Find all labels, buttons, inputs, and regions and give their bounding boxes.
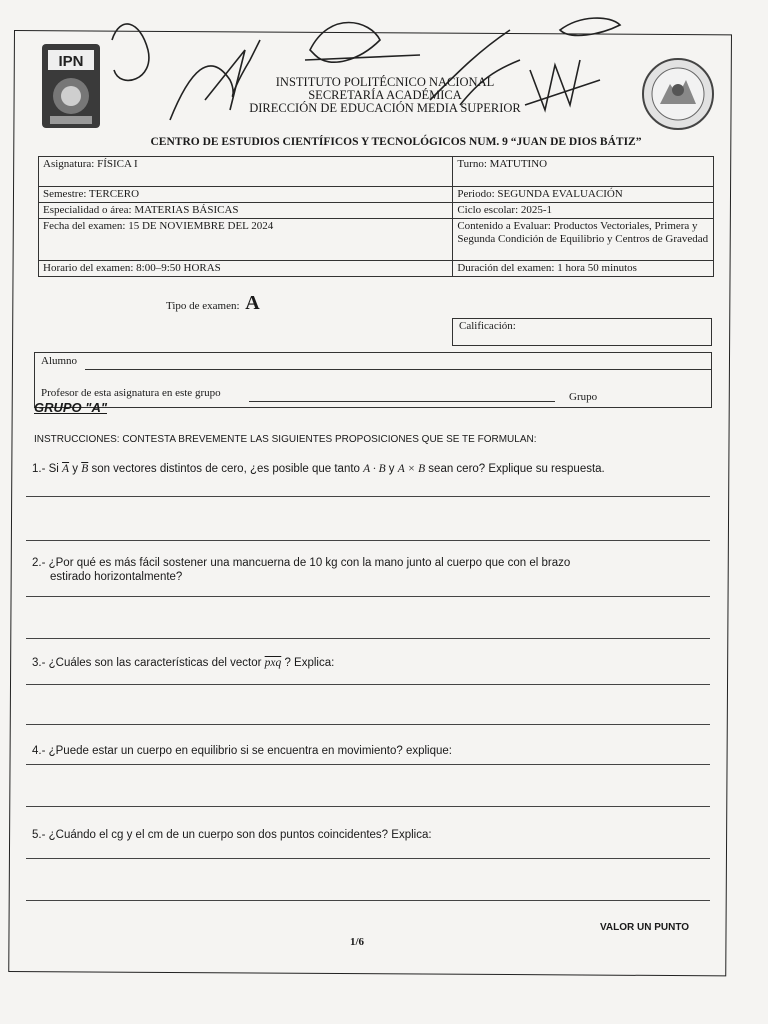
- tipo-label: Tipo de examen:: [166, 300, 240, 312]
- duracion-cell: Duración del examen: 1 hora 50 minutos: [453, 261, 714, 277]
- institution-header: [240, 76, 530, 115]
- page-number: 1/6: [350, 936, 365, 948]
- answer-line-1b[interactable]: [26, 540, 710, 541]
- fecha-cell: Fecha del examen: 15 DE NOVIEMBRE DEL 2024: [39, 219, 453, 261]
- vector-b: $\overline{B}$: [81, 463, 89, 475]
- header-line-2: SECRETARÍA ACADÉMICA: [308, 88, 462, 102]
- question-1: [32, 462, 692, 476]
- q3-text-post: ? Explica:: [281, 657, 335, 669]
- semestre-cell: Semestre: TERCERO: [39, 187, 453, 203]
- grupo-title: GRUPO "A": [34, 400, 107, 415]
- question-2: [32, 556, 692, 584]
- contenido-cell: Contenido a Evaluar: Productos Vectoriales, Primera y Segunda Condición de Equilibrio y Centros de Gravedad: [453, 219, 714, 261]
- vector-pxq: $\overline{pxq}$: [264, 657, 282, 669]
- q1-text-pre: 1.- Si: [32, 463, 63, 475]
- alumno-label: Alumno: [41, 355, 78, 367]
- profesor-line[interactable]: [249, 401, 555, 402]
- vector-a: $\overline{A}$: [62, 463, 70, 475]
- asignatura-cell: Asignatura: FÍSICA I: [39, 157, 453, 187]
- school-name: CENTRO DE ESTUDIOS CIENTÍFICOS Y TECNOLÓGICOS NUM. 9 “JUAN DE DIOS BÁTIZ”: [150, 136, 642, 148]
- answer-line-1a[interactable]: [26, 496, 710, 497]
- answer-line-2b[interactable]: [26, 638, 710, 639]
- point-value: VALOR UN PUNTO: [600, 922, 690, 933]
- student-box: [34, 352, 712, 408]
- instructions: INSTRUCCIONES: CONTESTA BREVEMENTE LAS SIGUIENTES PROPOSICIONES QUE SE TE FORMULAN:: [34, 434, 537, 445]
- exam-info-table: [38, 156, 714, 277]
- ciclo-cell: Ciclo escolar: 2025-1: [453, 203, 714, 219]
- alumno-line[interactable]: [85, 369, 711, 370]
- q1-text-y2: y: [385, 463, 398, 475]
- q2-line-1: 2.- ¿Por qué es más fácil sostener una mancuerna de 10 kg con la mano junto al cuerpo que con el brazo: [32, 557, 571, 569]
- answer-line-5a[interactable]: [26, 858, 710, 859]
- question-3: [32, 656, 692, 670]
- ipn-logo: [40, 42, 102, 130]
- answer-line-5b[interactable]: [26, 900, 710, 901]
- turno-cell: Turno: MATUTINO: [453, 157, 714, 187]
- dot-product: A · B: [363, 463, 386, 475]
- q1-text-y: y: [69, 463, 82, 475]
- calificacion-box[interactable]: [452, 318, 712, 346]
- question-4: 4.- ¿Puede estar un cuerpo en equilibrio si se encuentra en movimiento? explique:: [32, 745, 452, 757]
- calificacion-label: Calificación:: [459, 320, 516, 332]
- tipo-examen: [166, 292, 260, 315]
- logo-text: IPN: [58, 53, 84, 70]
- answer-line-3a[interactable]: [26, 684, 710, 685]
- answer-line-4a[interactable]: [26, 764, 710, 765]
- periodo-cell: Periodo: SEGUNDA EVALUACIÓN: [453, 187, 714, 203]
- header-line-1: INSTITUTO POLITÉCNICO NACIONAL: [275, 75, 495, 89]
- q2-line-2: estirado horizontalmente?: [50, 571, 183, 583]
- answer-line-4b[interactable]: [26, 806, 710, 807]
- answer-line-3b[interactable]: [26, 724, 710, 725]
- horario-cell: Horario del examen: 8:00–9:50 HORAS: [39, 261, 453, 277]
- q3-text-pre: 3.- ¿Cuáles son las características del vector: [32, 657, 265, 669]
- header-line-3: DIRECCIÓN DE EDUCACIÓN MEDIA SUPERIOR: [249, 101, 521, 115]
- especialidad-cell: Especialidad o área: MATERIAS BÁSICAS: [39, 203, 453, 219]
- cross-product: A × B: [397, 463, 426, 475]
- question-5: 5.- ¿Cuándo el cg y el cm de un cuerpo son dos puntos coincidentes? Explica:: [32, 829, 432, 841]
- tipo-value: A: [245, 292, 260, 314]
- q1-text-mid: son vectores distintos de cero, ¿es posible que tanto: [88, 463, 364, 475]
- q1-text-post: sean cero? Explique su respuesta.: [425, 463, 605, 475]
- grupo-label: Grupo: [569, 391, 598, 403]
- profesor-label: Profesor de esta asignatura en este grupo: [41, 387, 221, 399]
- answer-line-2a[interactable]: [26, 596, 710, 597]
